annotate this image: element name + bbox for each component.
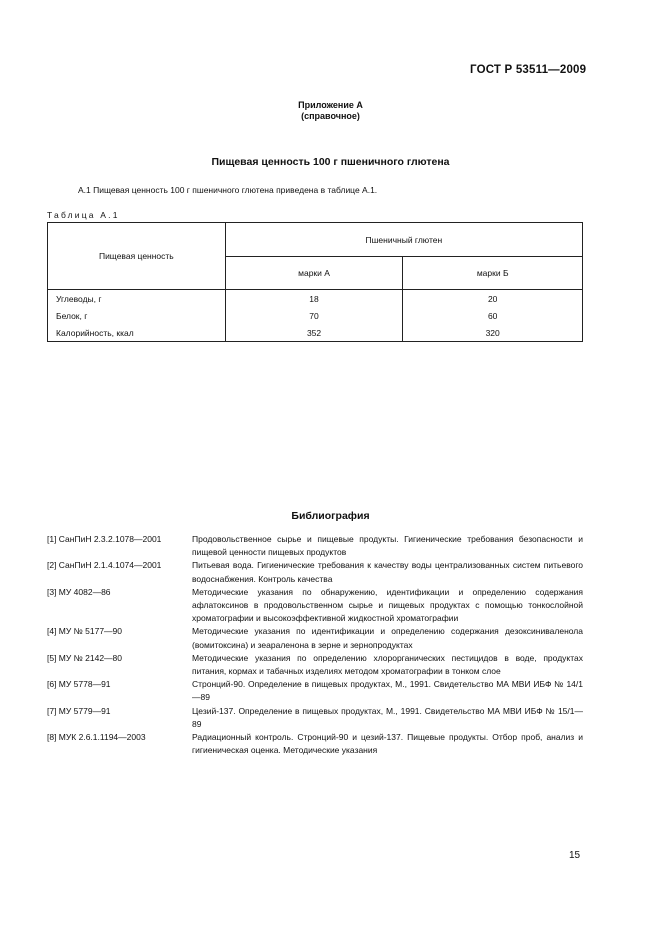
bibliography-code: [3] МУ 4082—86 (47, 586, 111, 597)
bibliography-code: [5] МУ № 2142—80 (47, 652, 122, 663)
header-wheat-gluten: Пшеничный глютен (225, 223, 582, 257)
bibliography-code: [4] МУ № 5177—90 (47, 626, 122, 637)
row-value-b: 320 (403, 324, 583, 342)
row-value-b: 20 (403, 290, 583, 308)
bibliography-item (47, 705, 583, 731)
row-value-a: 352 (225, 324, 403, 342)
bibliography-code: [8] МУК 2.6.1.1194—2003 (47, 732, 146, 743)
header-nutrition-value: Пищевая ценность (48, 223, 226, 290)
bibliography-text: Методические указания по обнаружению, идентификации и определению содержания афлатоксинов в продовольственном сырье и пищевых продуктах с помощью тонкослойной хроматографии и высокоэффективной жидкостной хроматографии (192, 586, 583, 624)
bibliography-item (47, 625, 583, 651)
intro-paragraph: А.1 Пищевая ценность 100 г пшеничного глютена приведена в таблице А.1. (78, 185, 378, 195)
standard-number: ГОСТ Р 53511—2009 (470, 64, 587, 76)
table-caption: Таблица А.1 (47, 210, 120, 220)
appendix-subtitle: (справочное) (301, 111, 360, 121)
header-grade-a: марки А (225, 257, 403, 290)
row-name: Белок, г (48, 307, 226, 324)
bibliography-text: Радиационный контроль. Стронций-90 и цезий-137. Пищевые продукты. Отбор проб, анализ и гигиеническая оценка. Методические указания (192, 732, 583, 756)
bibliography-text: Методические указания по идентификации и определению содержания дезоксиниваленола (вомитоксина) и зеараленона в зерне и зернопродуктах (192, 626, 583, 650)
bibliography-title: Библиография (291, 510, 370, 522)
row-value-b: 60 (403, 307, 583, 324)
row-name: Калорийность, ккал (48, 324, 226, 342)
row-name: Углеводы, г (48, 290, 226, 308)
bibliography-item (47, 533, 583, 559)
appendix-title: Приложение А (298, 100, 363, 110)
bibliography-item (47, 731, 583, 757)
bibliography-code: [7] МУ 5779—91 (47, 705, 111, 716)
bibliography-text: Стронций-90. Определение в пищевых продуктах, М., 1991. Свидетельство МА МВИ ИБФ № 14/1—89 (192, 679, 583, 703)
table-row (48, 324, 583, 342)
bibliography-text: Цезий-137. Определение в пищевых продуктах, М., 1991. Свидетельство МА МВИ ИБФ № 15/1—89 (192, 705, 583, 729)
row-value-a: 70 (225, 307, 403, 324)
bibliography-code: [2] СанПиН 2.1.4.1074—2001 (47, 560, 162, 571)
row-value-a: 18 (225, 290, 403, 308)
nutrition-table (47, 222, 583, 342)
table-row (48, 290, 583, 308)
bibliography-item (47, 586, 583, 626)
bibliography-code: [1] СанПиН 2.3.2.1078—2001 (47, 534, 162, 544)
section-title: Пищевая ценность 100 г пшеничного глютена (211, 156, 450, 168)
bibliography-text: Методические указания по определению хлорорганических пестицидов в воде, продуктах питания, кормах и табачных изделиях методом хроматографии в тонком слое (192, 652, 583, 677)
bibliography-item (47, 652, 583, 678)
table-row (48, 307, 583, 324)
header-grade-b: марки Б (403, 257, 583, 290)
bibliography-list (47, 533, 583, 757)
bibliography-text: Питьевая вода. Гигиенические требования к качеству воды централизованных систем питьевого водоснабжения. Контроль качества (192, 560, 583, 584)
bibliography-item (47, 559, 583, 585)
bibliography-text: Продовольственное сырье и пищевые продукты. Гигиенические требования безопасности и пищевой ценности пищевых продуктов (192, 534, 583, 558)
page-number: 15 (569, 850, 581, 861)
bibliography-item (47, 678, 583, 704)
bibliography-code: [6] МУ 5778—91 (47, 679, 111, 690)
